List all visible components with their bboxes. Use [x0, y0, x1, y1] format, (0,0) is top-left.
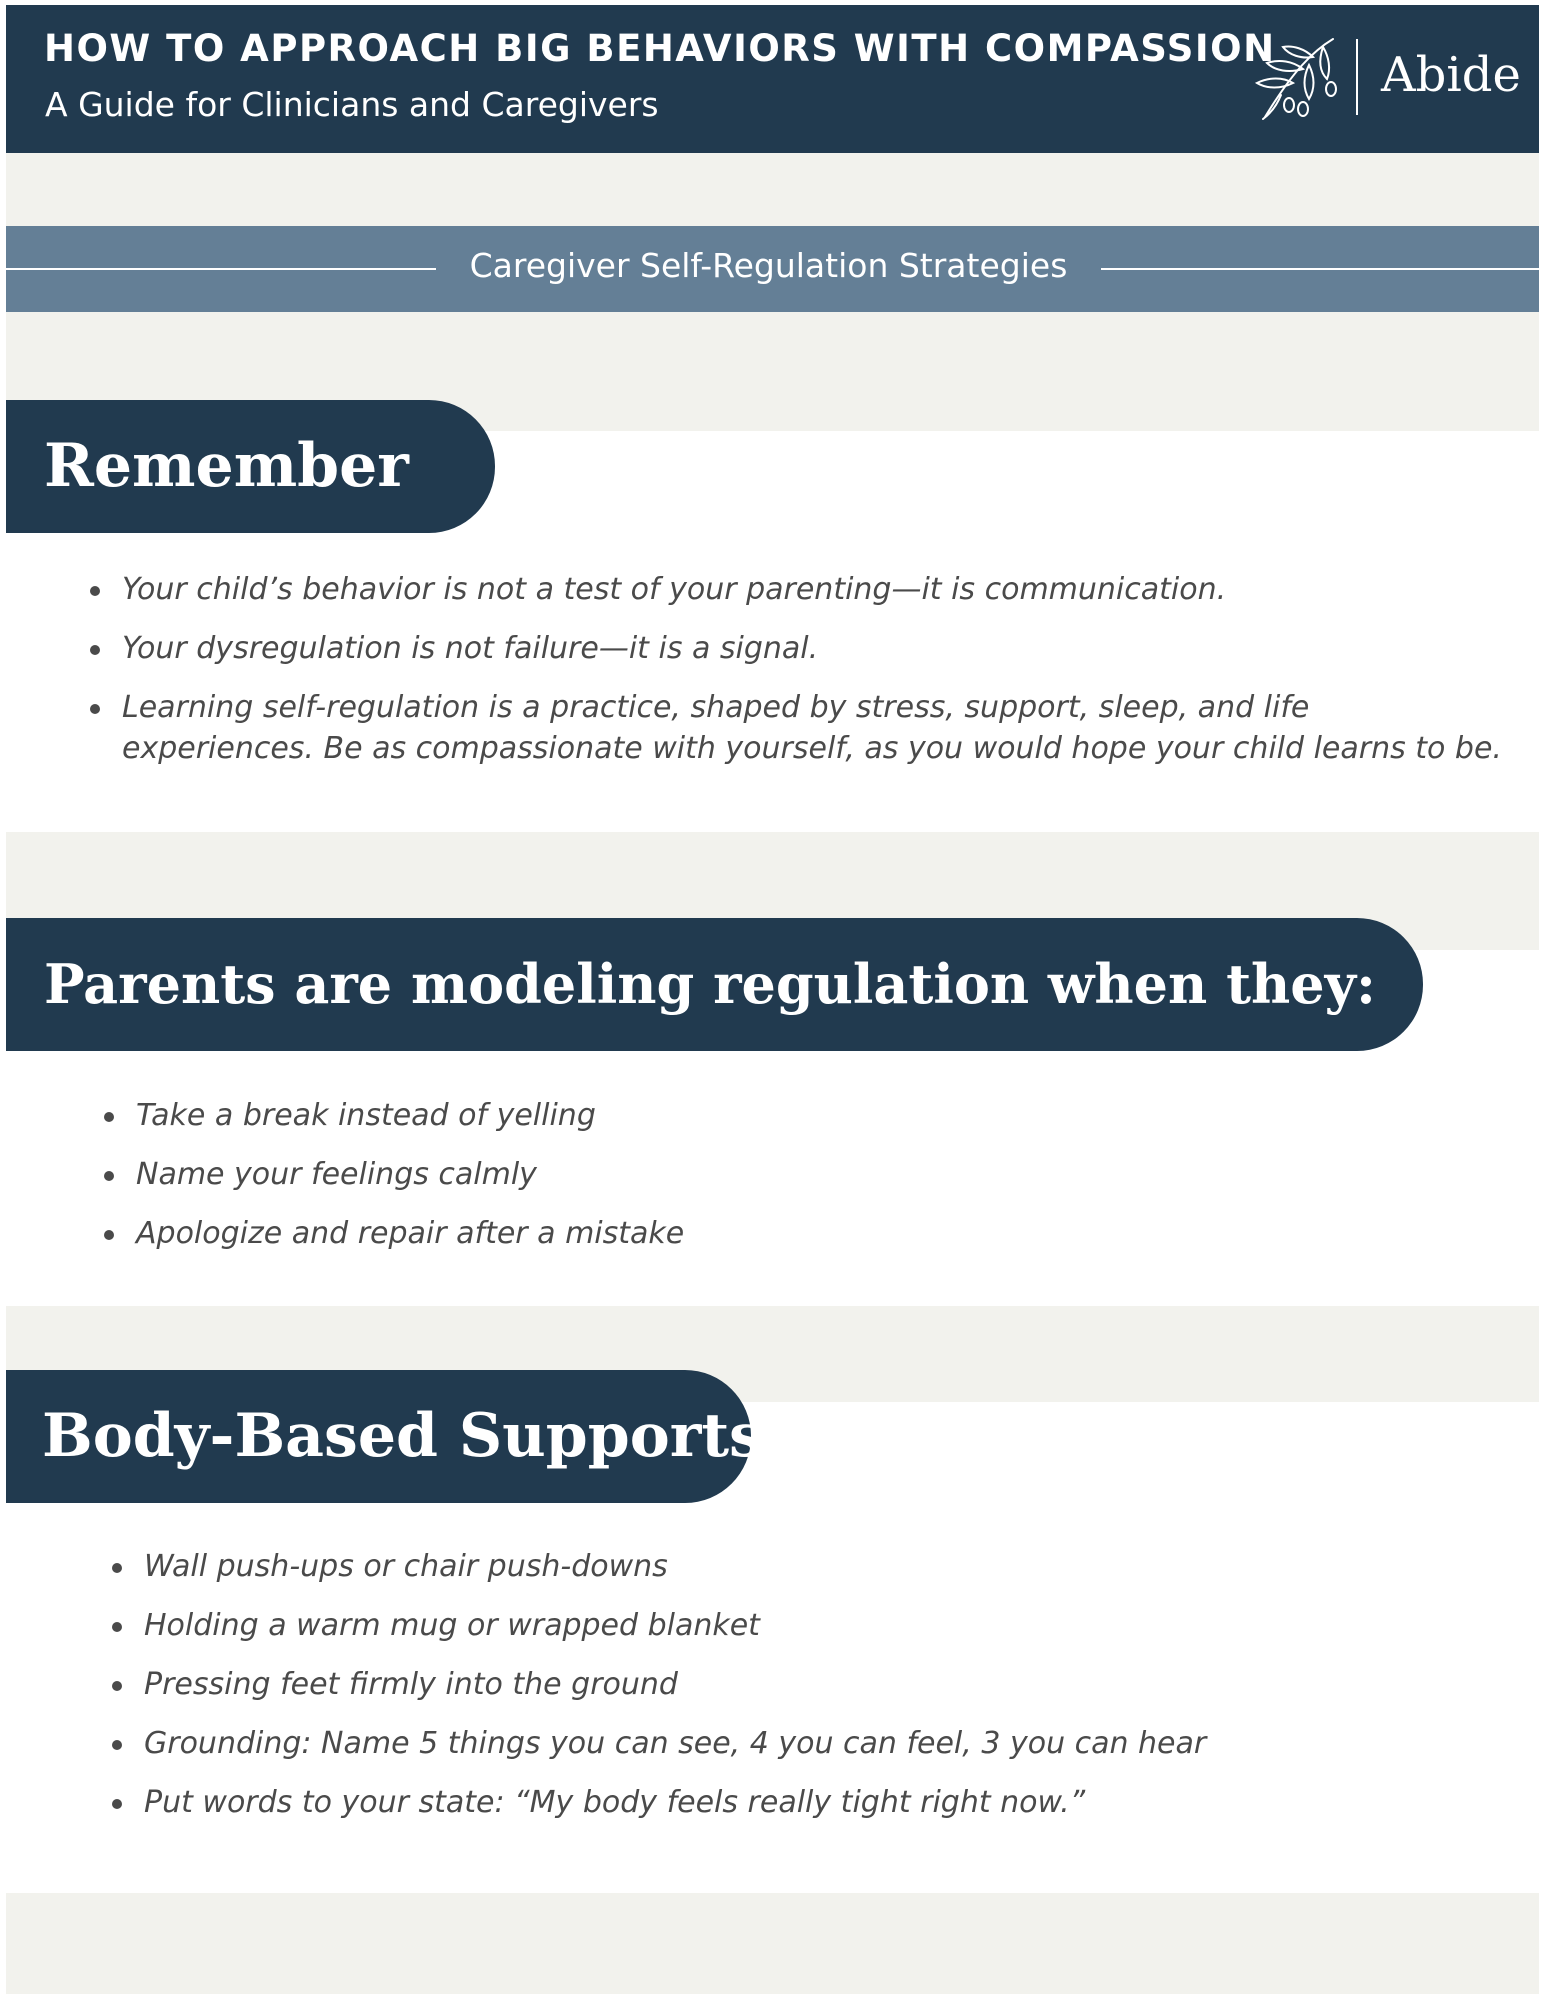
band-label: Caregiver Self-Regulation Strategies: [469, 246, 1068, 285]
page-title: HOW TO APPROACH BIG BEHAVIORS WITH COMPASSION: [44, 27, 1276, 70]
section-band: [6, 226, 1539, 312]
list-item: Apologize and repair after a mistake: [104, 1213, 1504, 1254]
modeling-list: [104, 1095, 1504, 1272]
section-title-modeling: Parents are modeling regulation when they:: [6, 918, 1423, 1051]
section-remember: [6, 431, 1539, 832]
band-rule-right: [1101, 268, 1539, 270]
list-item: Pressing feet firmly into the ground: [112, 1664, 1512, 1705]
band-rule-left: [6, 268, 436, 270]
section-title-body-supports: Body-Based Supports: [6, 1370, 751, 1503]
section-title-remember: Remember: [6, 400, 495, 533]
section-body-supports: [6, 1402, 1539, 1893]
list-item: Grounding: Name 5 things you can see, 4 you can feel, 3 you can hear: [112, 1723, 1512, 1764]
remember-list: [90, 569, 1510, 787]
page-subtitle: A Guide for Clinicians and Caregivers: [45, 85, 659, 124]
list-item: Put words to your state: “My body feels really tight right now.”: [112, 1782, 1512, 1823]
section-modeling: [6, 950, 1539, 1306]
list-item: Holding a warm mug or wrapped blanket: [112, 1605, 1512, 1646]
list-item: Wall push-ups or chair push-downs: [112, 1546, 1512, 1587]
page: [6, 5, 1539, 1994]
logo-divider: [1356, 39, 1358, 115]
list-item: Your dysregulation is not failure—it is a signal.: [90, 628, 1510, 669]
list-item: Name your feelings calmly: [104, 1154, 1504, 1195]
brand-logo: Abide: [1381, 47, 1521, 103]
list-item: Take a break instead of yelling: [104, 1095, 1504, 1136]
header-banner: [6, 5, 1539, 153]
body-supports-list: [112, 1546, 1512, 1841]
list-item: Learning self-regulation is a practice, shaped by stress, support, sleep, and life experiences. Be as compassionate with yourself, as you would hope your child learns to be.: [90, 687, 1510, 769]
olive-branch-icon: [1243, 31, 1339, 127]
list-item: Your child’s behavior is not a test of your parenting—it is communication.: [90, 569, 1510, 610]
